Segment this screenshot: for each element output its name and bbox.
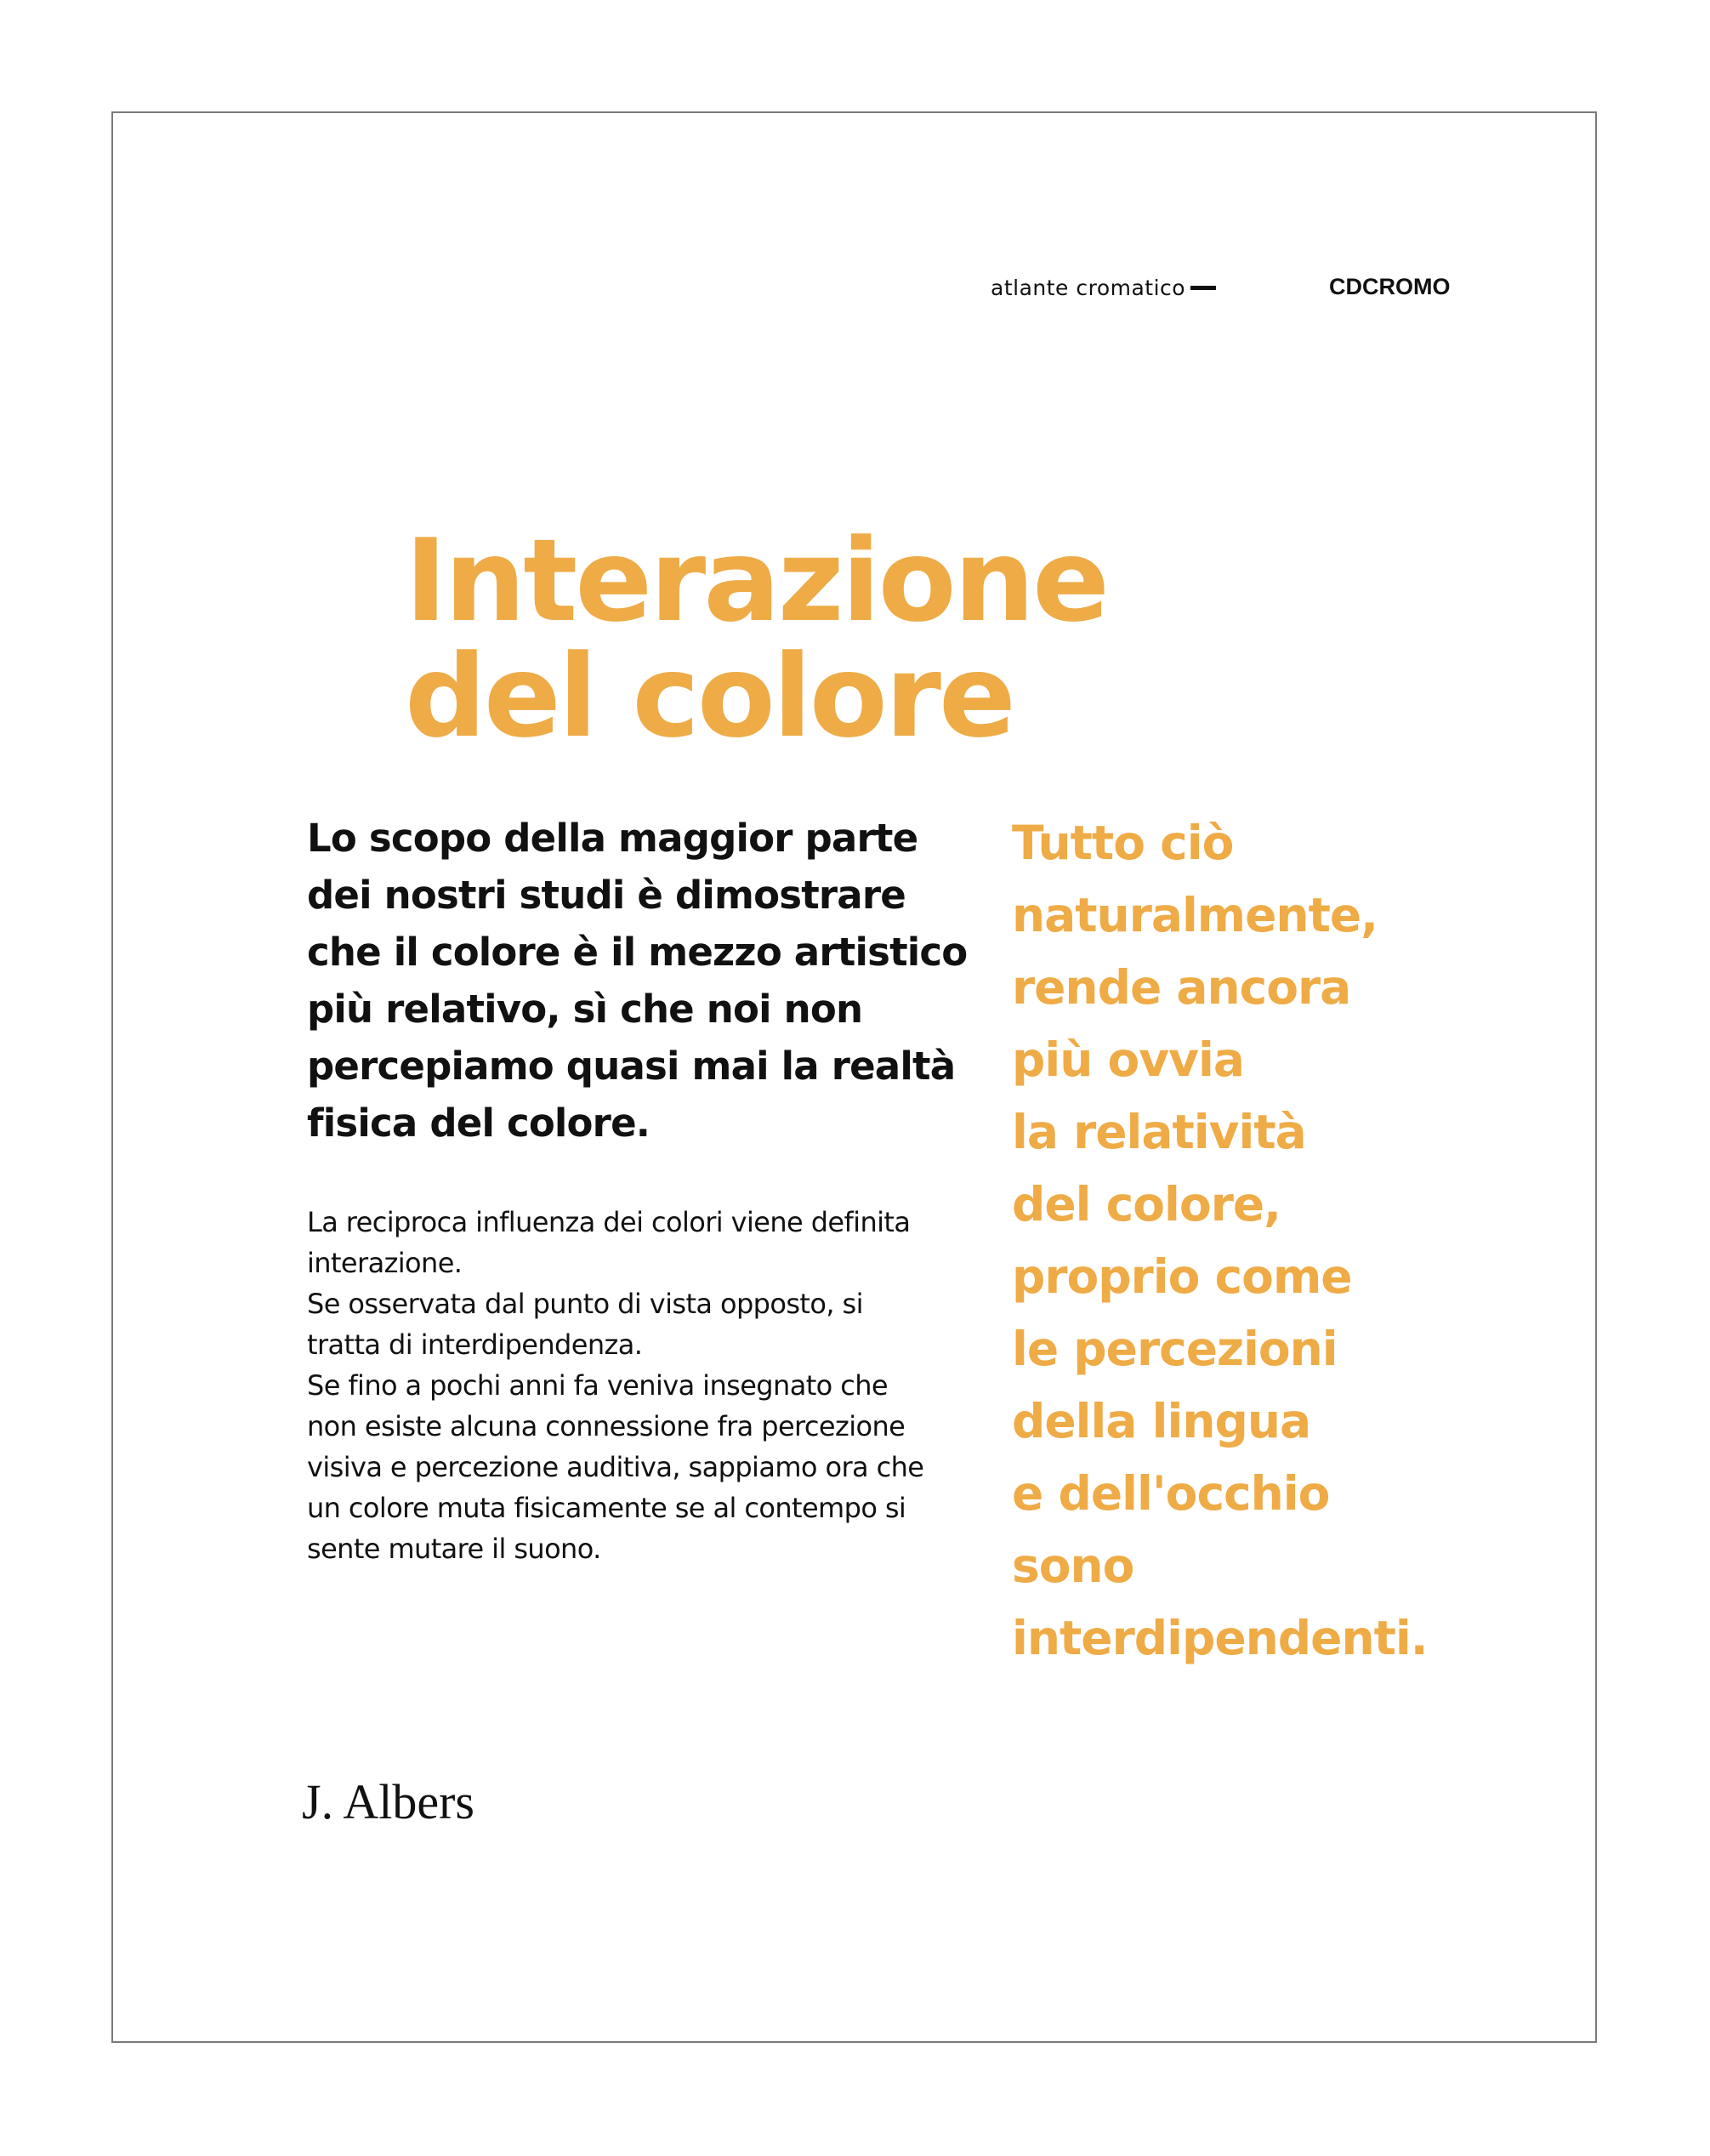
- quote-line: rende ancora: [1012, 960, 1351, 1015]
- lead-line: percepiamo quasi mai la realtà: [307, 1044, 956, 1089]
- quote-line: e dell'occhio: [1012, 1466, 1330, 1521]
- body-line: sente mutare il suono.: [307, 1533, 601, 1565]
- section-label-text: atlante cromatico: [991, 276, 1186, 300]
- section-label: [991, 276, 1216, 300]
- quote-line: del colore,: [1012, 1177, 1281, 1232]
- body-line: La reciproca influenza dei colori viene definita: [307, 1206, 911, 1238]
- quote-line: proprio come: [1012, 1249, 1352, 1304]
- lead-paragraph: [307, 810, 968, 1152]
- lead-line: fisica del colore.: [307, 1101, 650, 1146]
- lead-line: Lo scopo della maggior parte: [307, 816, 918, 861]
- lead-line: che il colore è il mezzo artistico: [307, 930, 968, 975]
- author-signature: J. Albers: [302, 1774, 474, 1829]
- quote-line: Tutto ciò: [1012, 816, 1234, 870]
- lead-line: dei nostri studi è dimostrare: [307, 873, 906, 918]
- body-line: Se fino a pochi anni fa veniva insegnato che: [307, 1369, 888, 1402]
- body-line: tratta di interdipendenza.: [307, 1328, 643, 1361]
- title-line: Interazione: [405, 515, 1107, 647]
- body-line: un colore muta fisicamente se al contempo si: [307, 1492, 906, 1524]
- body-paragraph: [307, 1202, 987, 1569]
- body-line: Se osservata dal punto di vista opposto, si: [307, 1288, 863, 1320]
- body-line: visiva e percezione auditiva, sappiamo ora che: [307, 1451, 924, 1483]
- brand-label: CDCROMO: [1329, 274, 1451, 299]
- quote-line: sono: [1012, 1539, 1134, 1593]
- body-line: interazione.: [307, 1247, 463, 1279]
- quote-line: la relatività: [1012, 1105, 1306, 1159]
- pull-quote: [1012, 807, 1428, 1675]
- lead-line: più relativo, sì che noi non: [307, 987, 863, 1032]
- quote-line: naturalmente,: [1012, 888, 1378, 942]
- quote-line: le percezioni: [1012, 1322, 1338, 1376]
- title-line: del colore: [405, 630, 1014, 763]
- body-line: non esiste alcuna connessione fra percezione: [307, 1410, 906, 1442]
- quote-line: della lingua: [1012, 1394, 1311, 1448]
- page-title: [405, 515, 1107, 763]
- dash-divider: [1190, 286, 1216, 290]
- quote-line: interdipendenti.: [1012, 1611, 1428, 1665]
- quote-line: più ovvia: [1012, 1032, 1244, 1087]
